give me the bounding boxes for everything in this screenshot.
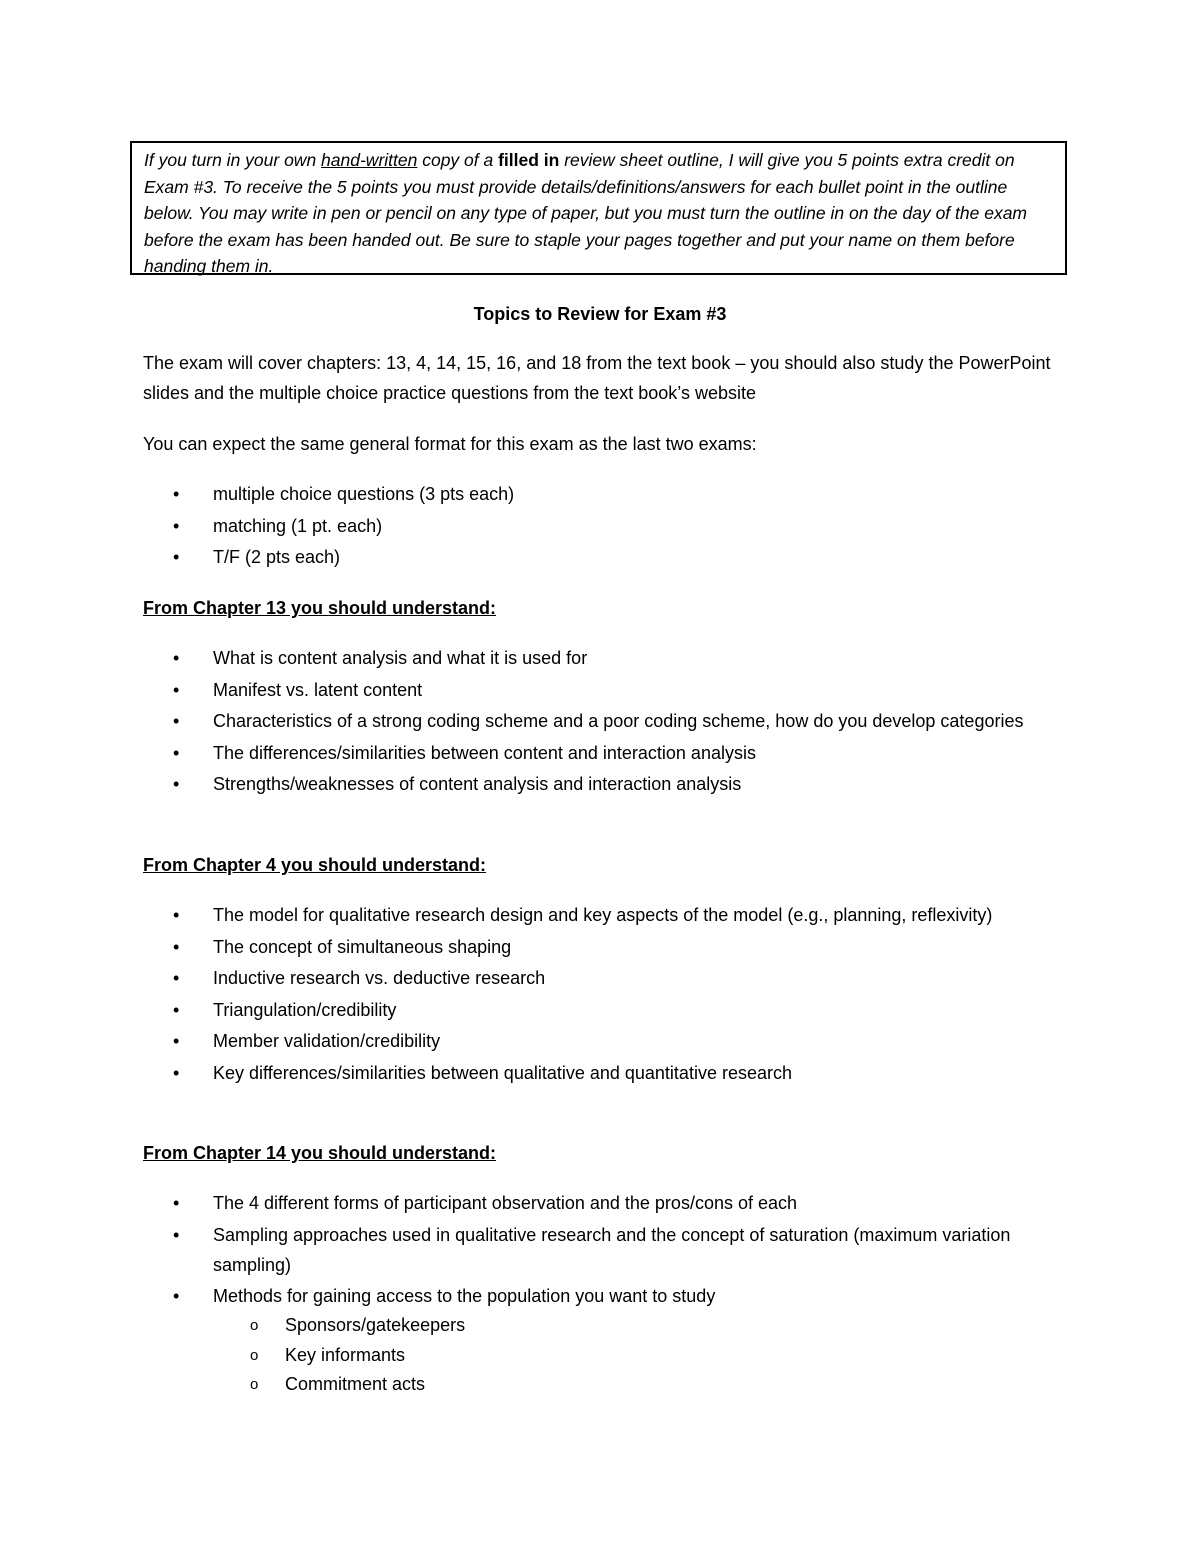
bullet-icon: • xyxy=(173,648,180,668)
list-item: • The concept of simultaneous shaping xyxy=(143,932,1043,962)
bullet-icon: • xyxy=(173,936,180,957)
list-item: • Manifest vs. latent content xyxy=(143,675,1043,705)
notice-underlined-text: hand-written xyxy=(321,150,418,170)
list-item: • The 4 different forms of participant observation and the pros/cons of each xyxy=(143,1188,1043,1218)
page-title: Topics to Review for Exam #3 xyxy=(473,304,727,324)
sub-bullet-icon: o xyxy=(250,1346,259,1364)
chapter-14-list xyxy=(143,1188,1043,1401)
bullet-icon: • xyxy=(173,774,180,794)
bullet-icon: • xyxy=(173,1193,180,1213)
list-item: • Key differences/similarities between qualitative and quantitative research xyxy=(143,1058,1043,1088)
list-item: • T/F (2 pts each) xyxy=(143,542,1043,572)
list-item: • Characteristics of a strong coding scheme and a poor coding scheme, how do you develop categories xyxy=(143,706,1043,736)
notice-text-1: If you turn in your own xyxy=(144,150,322,170)
bullet-icon: • xyxy=(173,515,180,536)
bullet-icon: • xyxy=(173,1062,180,1083)
chapter-4-list xyxy=(143,900,1043,1089)
chapter-13-heading: From Chapter 13 you should understand: xyxy=(143,598,497,618)
sub-bullet-icon: o xyxy=(250,1317,259,1334)
chapter-4-heading: From Chapter 4 you should understand: xyxy=(143,855,487,875)
bullet-icon: • xyxy=(173,1286,180,1306)
sub-list-item: o Sponsors/gatekeepers xyxy=(213,1311,1043,1341)
access-methods-sublist xyxy=(213,1311,1043,1400)
bullet-icon: • xyxy=(173,547,180,567)
bullet-icon: • xyxy=(173,742,180,763)
list-item: • The differences/similarities between content and interaction analysis xyxy=(143,738,1043,768)
bullet-icon: • xyxy=(173,711,180,731)
chapter-13-list xyxy=(143,643,1043,801)
list-item: • matching (1 pt. each) xyxy=(143,511,1043,541)
extra-credit-notice xyxy=(130,141,1067,275)
notice-bold-text: filled in xyxy=(498,150,560,170)
sub-bullet-icon: o xyxy=(250,1376,259,1393)
list-item: • Sampling approaches used in qualitative research and the concept of saturation (maximum variation sampling) xyxy=(143,1220,1043,1280)
notice-text-3: review sheet outline, I will give you 5 points extra credit on Exam #3. To receive the 5 points you must provide details/definitions/answers for each bullet point in the outline below. You may write in pen or pencil on any type of paper, but you must turn the outline in on the day of the exam before the exam has been handed out. Be sure to staple your pages together and put your name on them before handing them in. xyxy=(144,150,1028,276)
sub-list-item: o Commitment acts xyxy=(213,1370,1043,1400)
chapter-14-heading: From Chapter 14 you should understand: xyxy=(143,1143,497,1163)
bullet-icon: • xyxy=(173,679,180,700)
bullet-icon: • xyxy=(173,905,180,925)
list-item: • What is content analysis and what it is used for xyxy=(143,643,1043,673)
format-list xyxy=(143,479,1043,574)
notice-text-2: copy of a xyxy=(417,150,499,170)
bullet-icon: • xyxy=(173,968,180,988)
list-item: • The model for qualitative research design and key aspects of the model (e.g., planning, reflexivity) xyxy=(143,900,1043,930)
sub-list-item: o Key informants xyxy=(213,1341,1043,1371)
bullet-icon: • xyxy=(173,1224,180,1245)
bullet-icon: • xyxy=(173,1031,180,1051)
list-item: • Inductive research vs. deductive research xyxy=(143,963,1043,993)
list-item: • Member validation/credibility xyxy=(143,1026,1043,1056)
intro-paragraph: The exam will cover chapters: 13, 4, 14, 15, 16, and 18 from the text book – you should also study the PowerPoint slides and the multiple choice practice questions from the text book’s website xyxy=(143,353,1051,403)
list-item: • Methods for gaining access to the population you want to study o Sponsors/gatekeepers o Key informants o Commitment acts xyxy=(143,1281,1043,1400)
list-item: • Strengths/weaknesses of content analysis and interaction analysis xyxy=(143,769,1043,799)
bullet-icon: • xyxy=(173,999,180,1020)
list-item: • multiple choice questions (3 pts each) xyxy=(143,479,1043,509)
list-item: • Triangulation/credibility xyxy=(143,995,1043,1025)
format-intro: You can expect the same general format for this exam as the last two exams: xyxy=(143,434,757,454)
bullet-icon: • xyxy=(173,484,180,504)
